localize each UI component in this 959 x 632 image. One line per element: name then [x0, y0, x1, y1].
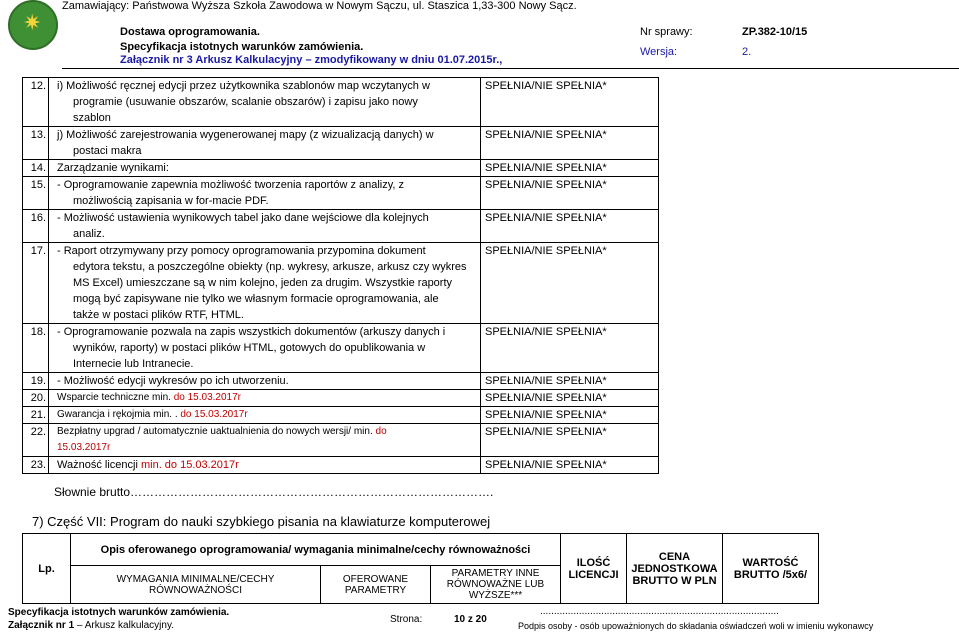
row-status: SPEŁNIA/NIE SPEŁNIA*: [481, 373, 659, 390]
row-line: Internecie lub Intranecie.: [73, 358, 194, 370]
table-row: [23, 390, 659, 407]
row-line: - Możliwość ustawienia wynikowych tabel jako dane wejściowe dla kolejnych: [57, 212, 429, 224]
row-description: [49, 78, 481, 127]
row-status: SPEŁNIA/NIE SPEŁNIA*: [481, 243, 659, 324]
row-line: - Raport otrzymywany przy pomocy oprogramowania przypomina dokument: [57, 245, 426, 257]
row-number: 13.: [23, 127, 49, 160]
footer-spec: Specyfikacja istotnych warunków zamówienia.: [8, 607, 230, 618]
school-logo: [8, 0, 58, 50]
table-row: [23, 177, 659, 210]
row-number: 16.: [23, 210, 49, 243]
table-row: [23, 243, 659, 324]
row-status: SPEŁNIA/NIE SPEŁNIA*: [481, 127, 659, 160]
requirements-table: [22, 77, 659, 474]
row-number: 19.: [23, 373, 49, 390]
row-line: - Oprogramowanie pozwala na zapis wszystkich dokumentów (arkuszy danych i: [57, 326, 446, 338]
footer-strona-value: 10 z 20: [454, 614, 487, 625]
header-dostawa: Dostawa oprogramowania.: [120, 26, 260, 38]
row-description: [49, 324, 481, 373]
header-nr-value: ZP.382-10/15: [742, 26, 808, 38]
header-spec: Specyfikacja istotnych warunków zamówienia.: [120, 41, 364, 53]
row-line: szablon: [73, 112, 111, 124]
row-line: j) Możliwość zarejestrowania wygenerowanej mapy (z wizualizacją danych) w: [57, 129, 434, 141]
table-row: [23, 127, 659, 160]
footer-signature-label: Podpis osoby - osób upoważnionych do składania oświadczeń woli w imieniu wykonawcy: [518, 621, 874, 631]
row-description: [49, 160, 481, 177]
row-line: - Oprogramowanie zapewnia możliwość tworzenia raportów z analizy, z: [57, 179, 405, 191]
col-parametry: PARAMETRY INNE RÓWNOWAŻNE LUB WYŻSZE***: [431, 566, 561, 604]
header-zamawiajacy: Zamawiający: Państwowa Wyższa Szkoła Zawodowa w Nowym Sączu, ul. Staszica 1,33-300 Nowy Sącz.: [62, 0, 577, 12]
row-status: SPEŁNIA/NIE SPEŁNIA*: [481, 324, 659, 373]
table-row: [23, 210, 659, 243]
row-status: SPEŁNIA/NIE SPEŁNIA*: [481, 407, 659, 424]
row-line: także w postaci plików RTF, HTML.: [73, 309, 244, 321]
row-status: SPEŁNIA/NIE SPEŁNIA*: [481, 457, 659, 474]
row-status: SPEŁNIA/NIE SPEŁNIA*: [481, 160, 659, 177]
slownie-brutto: Słownie brutto……………………………………………………………………………….: [54, 485, 494, 499]
col-wartosc: WARTOŚĆ BRUTTO /5x6/: [723, 534, 819, 604]
header-zalacznik: Załącznik nr 3 Arkusz Kalkulacyjny – zmodyfikowany w dniu 01.07.2015r.,: [120, 54, 503, 66]
row-description: [49, 373, 481, 390]
footer-zalacznik: Załącznik nr 1 – Arkusz kalkulacyjny.: [8, 620, 174, 631]
row-description: Gwarancja i rękojmia min. . do 15.03.2017r: [49, 407, 481, 424]
row-number: 15.: [23, 177, 49, 210]
row-line: - Możliwość edycji wykresów po ich utworzeniu.: [57, 375, 289, 387]
col-cena: CENA JEDNOSTKOWA BRUTTO W PLN: [627, 534, 723, 604]
table-row: [23, 424, 659, 457]
row-status: SPEŁNIA/NIE SPEŁNIA*: [481, 210, 659, 243]
row-line: programie (usuwanie obszarów, scalanie obszarów) i zapisu jako nowy: [73, 96, 418, 108]
header-wersja-value: 2.: [742, 46, 752, 58]
footer-signature-dots: ......................................................................................: [540, 606, 779, 617]
row-number: 22.: [23, 424, 49, 457]
row-status: SPEŁNIA/NIE SPEŁNIA*: [481, 78, 659, 127]
row-line: i) Możliwość ręcznej edycji przez użytkownika szablonów map wczytanych w: [57, 80, 430, 92]
offer-table-header: [22, 533, 819, 604]
row-line: możliwością zapisania w for-macie PDF.: [73, 195, 269, 207]
row-status: SPEŁNIA/NIE SPEŁNIA*: [481, 424, 659, 457]
row-number: 23.: [23, 457, 49, 474]
row-line: analiz.: [73, 228, 105, 240]
row-number: 18.: [23, 324, 49, 373]
row-number: 20.: [23, 390, 49, 407]
col-lp: Lp.: [23, 534, 71, 604]
row-description: Ważność licencji min. do 15.03.2017r: [49, 457, 481, 474]
row-description: Wsparcie techniczne min. do 15.03.2017r: [49, 390, 481, 407]
row-number: 14.: [23, 160, 49, 177]
header-wersja-label: Wersja:: [640, 46, 678, 58]
row-line: edytora tekstu, a poszczególne obiekty (np. wykresy, arkusze, arkusz czy wykres: [73, 261, 467, 273]
row-number: 21.: [23, 407, 49, 424]
row-description: [49, 177, 481, 210]
row-line: postaci makra: [73, 145, 142, 157]
row-line: MS Excel) umieszczane są w nim kolejno, jeden za drugim. Wszystkie raporty: [73, 277, 453, 289]
row-description: [49, 210, 481, 243]
section-7-title: 7) Część VII: Program do nauki szybkiego pisania na klawiaturze komputerowej: [32, 514, 491, 529]
table-row: [23, 457, 659, 474]
table-row: [23, 324, 659, 373]
row-line: mogą być zapisywane nie tylko we własnym formacie oprogramowania, ale: [73, 293, 439, 305]
col-ilosc: ILOŚĆ LICENCJI: [561, 534, 627, 604]
row-description: Bezpłatny upgrad / automatycznie uaktualnienia do nowych wersji/ min. do 15.03.2017r: [49, 424, 481, 457]
header-divider: [62, 68, 959, 69]
col-opis: Opis oferowanego oprogramowania/ wymagania minimalne/cechy równoważności: [71, 534, 561, 566]
col-wymagania: WYMAGANIA MINIMALNE/CECHY RÓWNOWAŻNOŚCI: [71, 566, 321, 604]
row-line: wyników, raporty) w postaci plików HTML, gotowych do opublikowania w: [73, 342, 426, 354]
footer-strona-label: Strona:: [390, 614, 423, 625]
table-row: [23, 160, 659, 177]
row-description: [49, 243, 481, 324]
row-line: Zarządzanie wynikami:: [57, 162, 169, 174]
header-nr-label: Nr sprawy:: [640, 26, 693, 38]
row-number: 12.: [23, 78, 49, 127]
star-icon: ✷: [23, 10, 42, 35]
row-status: SPEŁNIA/NIE SPEŁNIA*: [481, 390, 659, 407]
row-number: 17.: [23, 243, 49, 324]
row-status: SPEŁNIA/NIE SPEŁNIA*: [481, 177, 659, 210]
row-description: [49, 127, 481, 160]
table-row: [23, 373, 659, 390]
table-row: [23, 78, 659, 127]
col-oferowane: OFEROWANE PARAMETRY: [321, 566, 431, 604]
table-row: [23, 407, 659, 424]
